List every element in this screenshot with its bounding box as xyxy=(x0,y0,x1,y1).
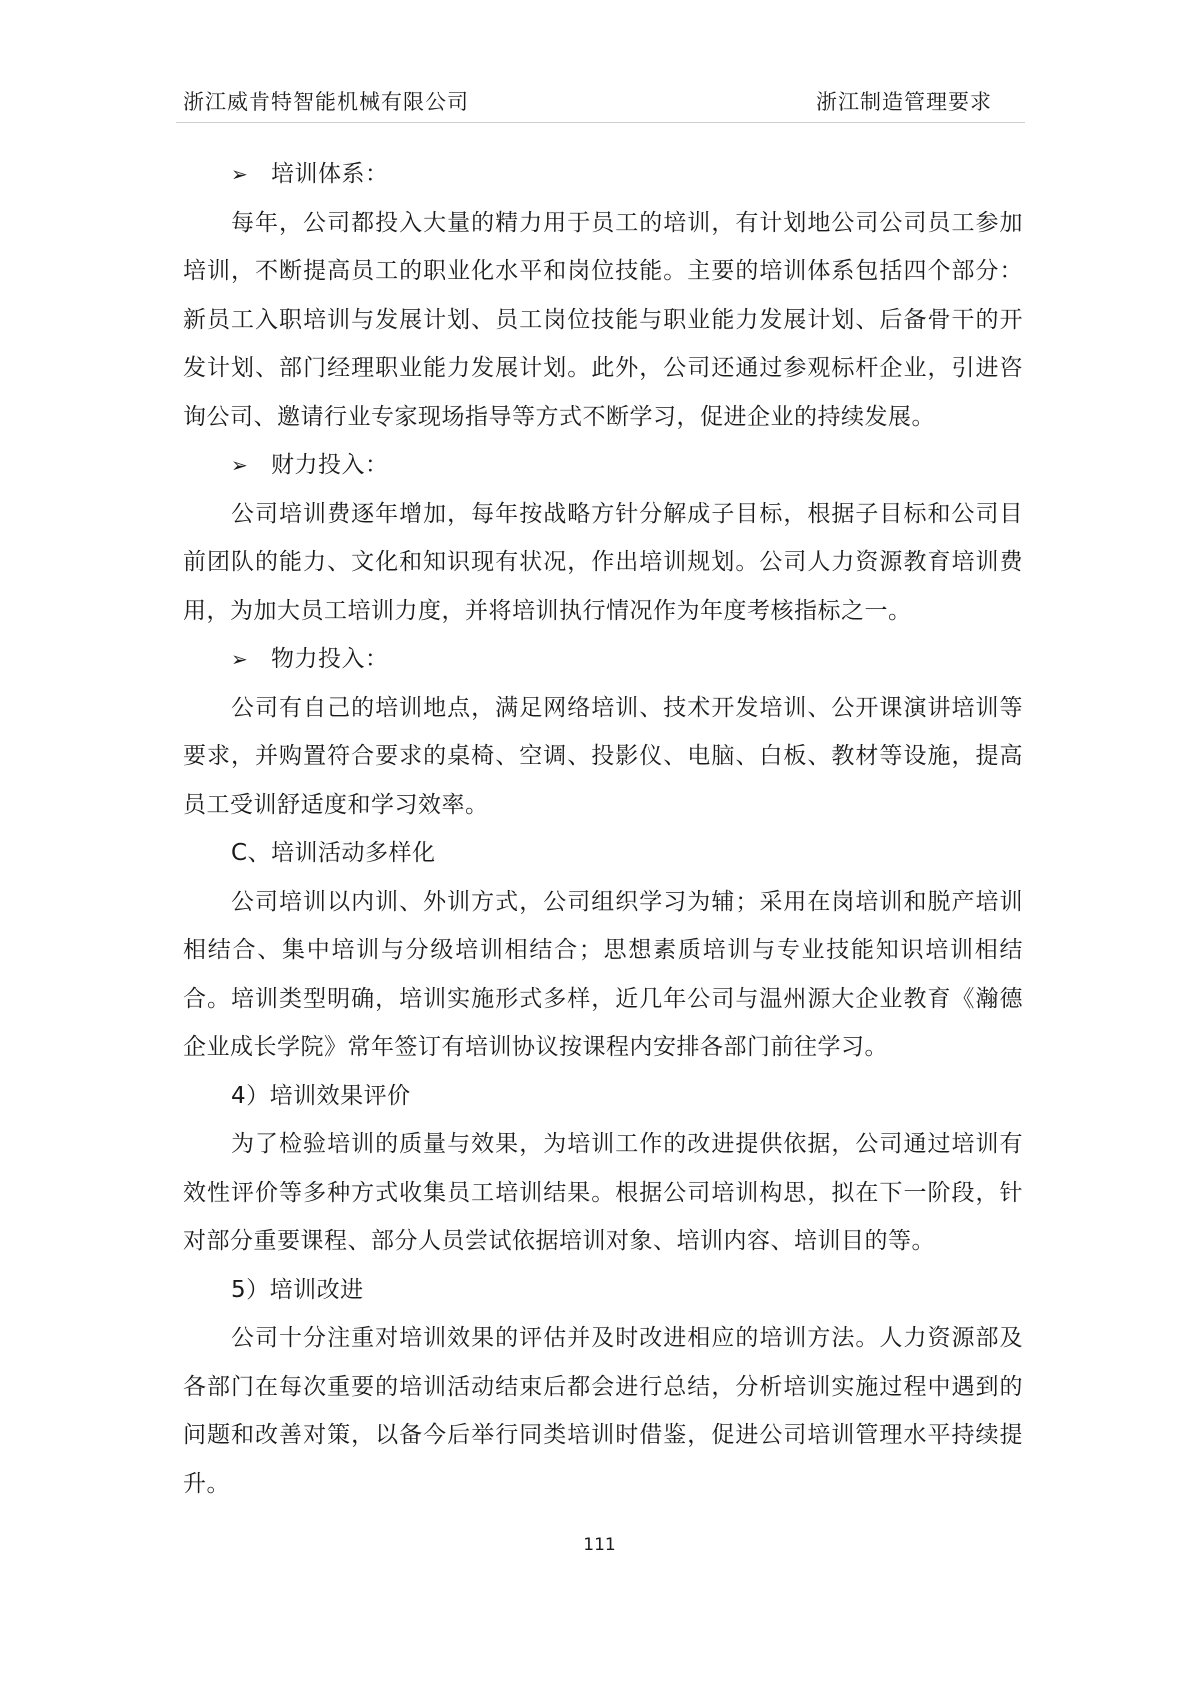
document-body xyxy=(183,150,1023,1508)
paragraph: 公司培训费逐年增加，每年按战略方针分解成子目标，根据子目标和公司目前团队的能力、文化和知识现有状况，作出培训规划。公司人力资源教育培训费用，为加大员工培训力度，并将培训执行情况作为年度考核指标之一。 xyxy=(183,500,1023,624)
bullet-label: 财力投入： xyxy=(271,452,389,478)
header-company: 浙江威肯特智能机械有限公司 xyxy=(183,90,469,114)
bullet-financial-investment xyxy=(183,441,1023,490)
paragraph: 公司培训以内训、外训方式，公司组织学习为辅；采用在岗培训和脱产培训相结合、集中培训与分级培训相结合；思想素质培训与专业技能知识培训相结合。培训类型明确，培训实施形式多样，近几年公司与温州源大企业教育《瀚德企业成长学院》常年签订有培训协议按课程内安排各部门前往学习。 xyxy=(183,888,1023,1060)
paragraph: 为了检验培训的质量与效果，为培训工作的改进提供依据，公司通过培训有效性评价等多种方式收集员工培训结果。根据公司培训构思，拟在下一阶段，针对部分重要课程、部分人员尝试依据培训对象、培训内容、培训目的等。 xyxy=(183,1131,1023,1254)
bullet-label: 培训体系： xyxy=(271,161,389,187)
section-heading: C、培训活动多样化 xyxy=(231,840,436,866)
arrow-bullet-icon: ➢ xyxy=(231,453,249,477)
section-heading: 4）培训效果评价 xyxy=(231,1082,411,1109)
arrow-bullet-icon: ➢ xyxy=(231,647,249,671)
arrow-bullet-icon: ➢ xyxy=(231,162,249,186)
header-divider xyxy=(176,122,1025,123)
paragraph: 每年，公司都投入大量的精力用于员工的培训，有计划地公司公司员工参加培训，不断提高员工的职业化水平和岗位技能。主要的培训体系包括四个部分：新员工入职培训与发展计划、员工岗位技能与职业能力发展计划、后备骨干的开发计划、部门经理职业能力发展计划。此外，公司还通过参观标杆企业，引进咨询公司、邀请行业专家现场指导等方式不断学习，促进企业的持续发展。 xyxy=(183,209,1023,430)
bullet-training-system xyxy=(183,150,1023,199)
paragraph: 公司有自己的培训地点，满足网络培训、技术开发培训、公开课演讲培训等要求，并购置符合要求的桌椅、空调、投影仪、电脑、白板、教材等设施，提高员工受训舒适度和学习效率。 xyxy=(183,694,1023,818)
section-heading: 5）培训改进 xyxy=(231,1276,364,1303)
bullet-material-investment xyxy=(183,635,1023,684)
bullet-label: 物力投入： xyxy=(271,646,389,672)
page-number: 111 xyxy=(583,1535,616,1555)
header-doc-title: 浙江制造管理要求 xyxy=(816,90,992,114)
paragraph: 公司十分注重对培训效果的评估并及时改进相应的培训方法。人力资源部及各部门在每次重要的培训活动结束后都会进行总结，分析培训实施过程中遇到的问题和改善对策，以备今后举行同类培训时借鉴，促进公司培训管理水平持续提升。 xyxy=(183,1325,1023,1497)
